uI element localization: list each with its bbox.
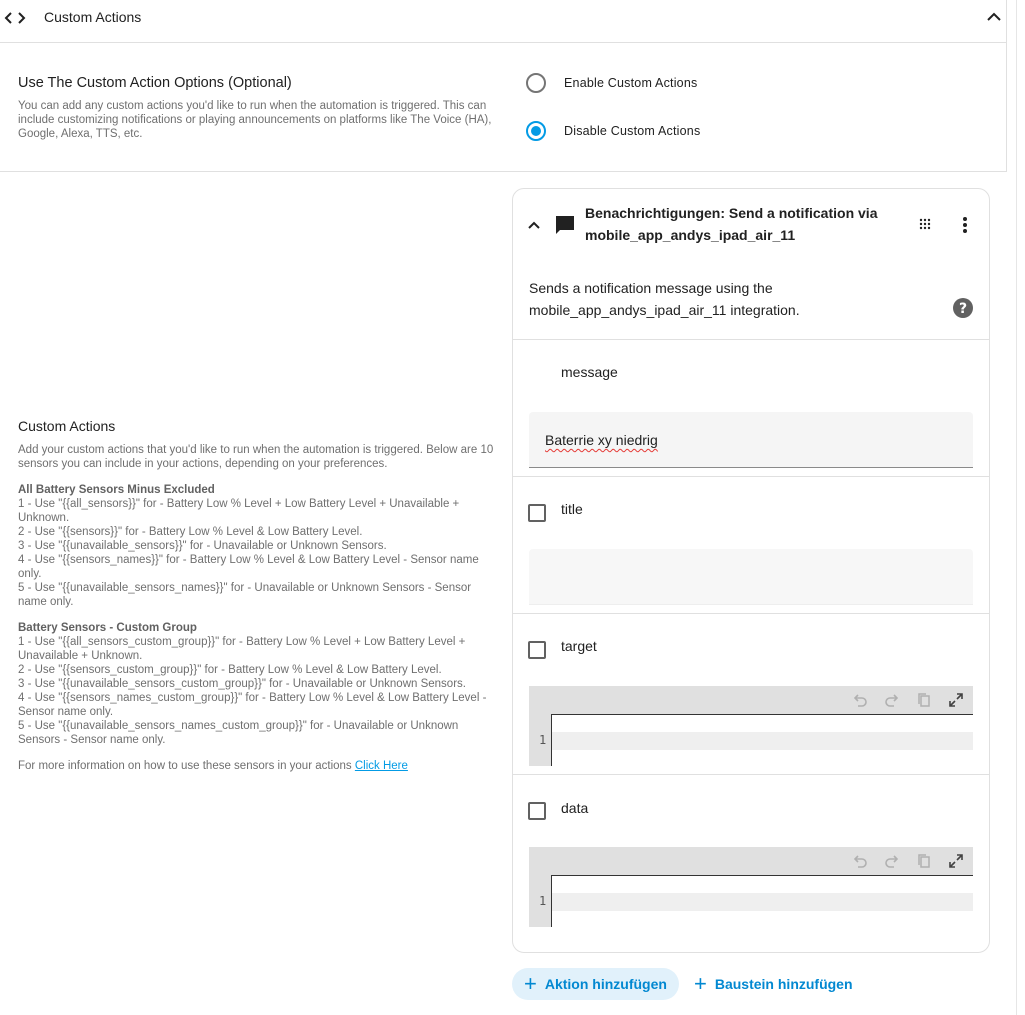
target-label: target: [561, 638, 597, 654]
group2: [18, 621, 498, 747]
action-title-line2: mobile_app_andys_ipad_air_11: [585, 227, 796, 243]
editor-active-line: [552, 732, 973, 750]
radio-disable[interactable]: [526, 121, 546, 141]
card-divider: [513, 613, 989, 614]
target-checkbox[interactable]: [528, 641, 546, 659]
target-code-editor[interactable]: [529, 686, 973, 766]
list-item: 3 - Use "{{unavailable_sensors}}" for - Unavailable or Unknown Sensors.: [18, 540, 387, 552]
options-description: You can add any custom actions you'd like to run when the automation is triggered. This can include customizing notifications or playing announcements on platforms like The Voice (HA), Google, Alexa, TTS, etc.: [18, 100, 492, 140]
list-item: 4 - Use "{{sensors_names}}" for - Battery Low % Level & Low Battery Level - Sensor name only.: [18, 554, 479, 580]
more-vert-icon[interactable]: [961, 216, 969, 234]
card-collapse-chevron-icon[interactable]: [526, 218, 542, 230]
message-icon: [554, 214, 576, 236]
line-number: 1: [539, 733, 547, 747]
plus-icon: +: [694, 971, 707, 996]
redo-icon[interactable]: [884, 692, 900, 708]
data-checkbox[interactable]: [528, 802, 546, 820]
radio-enable-label[interactable]: Enable Custom Actions: [564, 76, 698, 90]
scrollbar-track: [1016, 0, 1017, 1015]
fullscreen-icon[interactable]: [948, 853, 964, 869]
add-block-label: Baustein hinzufügen: [714, 976, 853, 992]
title-label: title: [561, 501, 583, 517]
action-card: [512, 188, 990, 953]
section-title: Custom Actions: [44, 9, 142, 25]
radio-disable-label[interactable]: Disable Custom Actions: [564, 124, 701, 138]
list-item: 5 - Use "{{unavailable_sensors_names_custom_group}}" for - Unavailable or Unknown Sensors - Sensor name only.: [18, 720, 459, 746]
title-input[interactable]: [529, 549, 973, 605]
data-label: data: [561, 800, 589, 816]
group1-title: All Battery Sensors Minus Excluded: [18, 484, 215, 496]
more-info: [18, 759, 498, 773]
drag-handle-icon[interactable]: [919, 218, 933, 232]
collapse-chevron-icon[interactable]: [985, 10, 1003, 24]
card-divider: [513, 476, 989, 477]
panel-border: [1006, 0, 1007, 172]
header-divider: [0, 42, 1006, 43]
copy-icon[interactable]: [916, 853, 932, 869]
editor-toolbar: [529, 847, 973, 875]
add-action-label: Aktion hinzufügen: [544, 976, 667, 992]
action-title-line1: Benachrichtigungen: Send a notification via: [585, 205, 878, 221]
code-icon: [4, 9, 26, 27]
help-icon[interactable]: [952, 297, 974, 319]
title-checkbox[interactable]: [528, 504, 546, 522]
group2-title: Battery Sensors - Custom Group: [18, 622, 197, 634]
list-item: 2 - Use "{{sensors_custom_group}}" for - Battery Low % Level & Low Battery Level.: [18, 664, 442, 676]
section-divider: [0, 171, 1006, 172]
list-item: 2 - Use "{{sensors}}" for - Battery Low % Level & Low Battery Level.: [18, 526, 363, 538]
redo-icon[interactable]: [884, 853, 900, 869]
editor-active-line: [552, 893, 973, 911]
list-item: 5 - Use "{{unavailable_sensors_names}}" for - Unavailable or Unknown Sensors - Sensor name only.: [18, 582, 472, 608]
data-code-editor[interactable]: [529, 847, 973, 927]
svg-text:?: ?: [958, 301, 968, 317]
options-title: Use The Custom Action Options (Optional): [18, 75, 292, 91]
group1: [18, 483, 498, 609]
click-here-link[interactable]: Click Here: [354, 760, 408, 772]
line-number: 1: [539, 894, 547, 908]
message-value: Baterrie xy niedrig: [545, 432, 658, 448]
message-input[interactable]: [529, 412, 973, 468]
plus-icon: +: [524, 971, 537, 996]
copy-icon[interactable]: [916, 692, 932, 708]
list-item: 1 - Use "{{all_sensors}}" for - Battery Low % Level + Low Battery Level + Unavailable + Unknown.: [18, 498, 460, 524]
actions-info-intro: Add your custom actions that you'd like to run when the automation is triggered. Below are 10 sensors you can include in your actions, depending on your preferences.: [18, 444, 494, 470]
action-desc-line1: Sends a notification message using the: [529, 280, 773, 296]
list-item: 1 - Use "{{all_sensors_custom_group}}" for - Battery Low % Level + Low Battery Level + Unavailable + Unknown.: [18, 636, 466, 662]
editor-toolbar: [529, 686, 973, 714]
fullscreen-icon[interactable]: [948, 692, 964, 708]
list-item: 4 - Use "{{sensors_names_custom_group}}" for - Battery Low % Level & Low Battery Level - Sensor name only.: [18, 692, 487, 718]
actions-info-title: Custom Actions: [18, 418, 116, 434]
list-item: 3 - Use "{{unavailable_sensors_custom_group}}" for - Unavailable or Unknown Sensors.: [18, 678, 466, 690]
card-divider: [513, 774, 989, 775]
undo-icon[interactable]: [852, 692, 868, 708]
add-building-block-button[interactable]: [682, 968, 865, 1000]
card-divider: [513, 339, 989, 340]
add-action-button[interactable]: [512, 968, 679, 1000]
more-info-text: For more information on how to use these sensors in your actions: [18, 760, 352, 772]
action-desc-line2: mobile_app_andys_ipad_air_11 integration.: [529, 302, 800, 318]
undo-icon[interactable]: [852, 853, 868, 869]
message-label: message: [561, 364, 618, 380]
radio-enable[interactable]: [526, 73, 546, 93]
